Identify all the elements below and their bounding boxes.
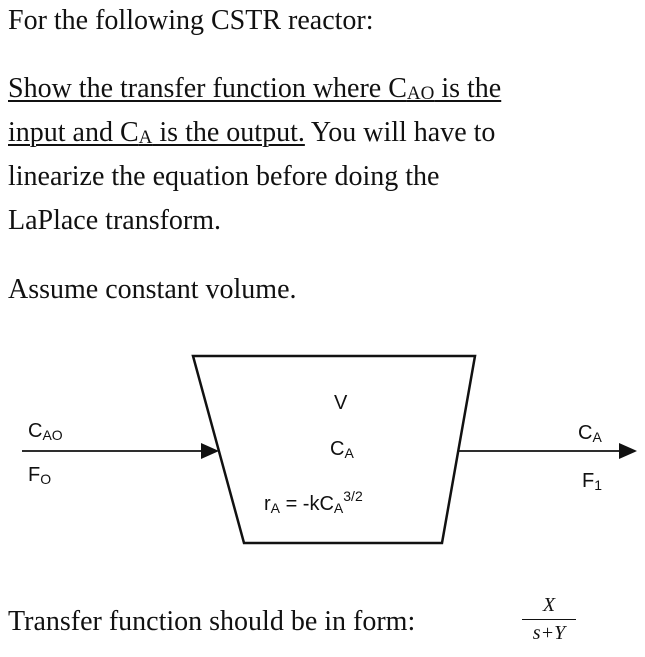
fraction-denominator: s+Y xyxy=(532,622,566,644)
task-line-4: LaPlace transform. xyxy=(8,205,222,236)
inlet-concentration-label: CAO xyxy=(28,420,63,443)
assume-text: Assume constant volume. xyxy=(8,274,297,305)
fraction-numerator: X xyxy=(542,594,556,616)
task-underlined-2: input and CA is the output. xyxy=(8,117,305,148)
outlet-arrowhead xyxy=(619,443,637,459)
form-text: Transfer function should be in form: xyxy=(8,606,416,637)
outlet-flow-label: F1 xyxy=(582,470,603,493)
intro-text: For the following CSTR reactor: xyxy=(8,5,374,36)
volume-label: V xyxy=(334,392,348,414)
inlet-flow-label: FO xyxy=(28,464,52,487)
rate-expression: rA = -kCA$^{3/2}$ xyxy=(264,488,363,516)
task-underlined-1: Show the transfer function where CAO is the xyxy=(8,73,502,104)
outlet-concentration-label: CA xyxy=(578,422,602,445)
task-line-3: linearize the equation before doing the xyxy=(8,161,440,192)
fraction-bar xyxy=(522,619,576,620)
transfer-function-fraction xyxy=(522,594,576,644)
task-line-2: input and CA is the output. You will have to xyxy=(8,117,496,148)
reactor-concentration-label: CA xyxy=(330,438,354,461)
